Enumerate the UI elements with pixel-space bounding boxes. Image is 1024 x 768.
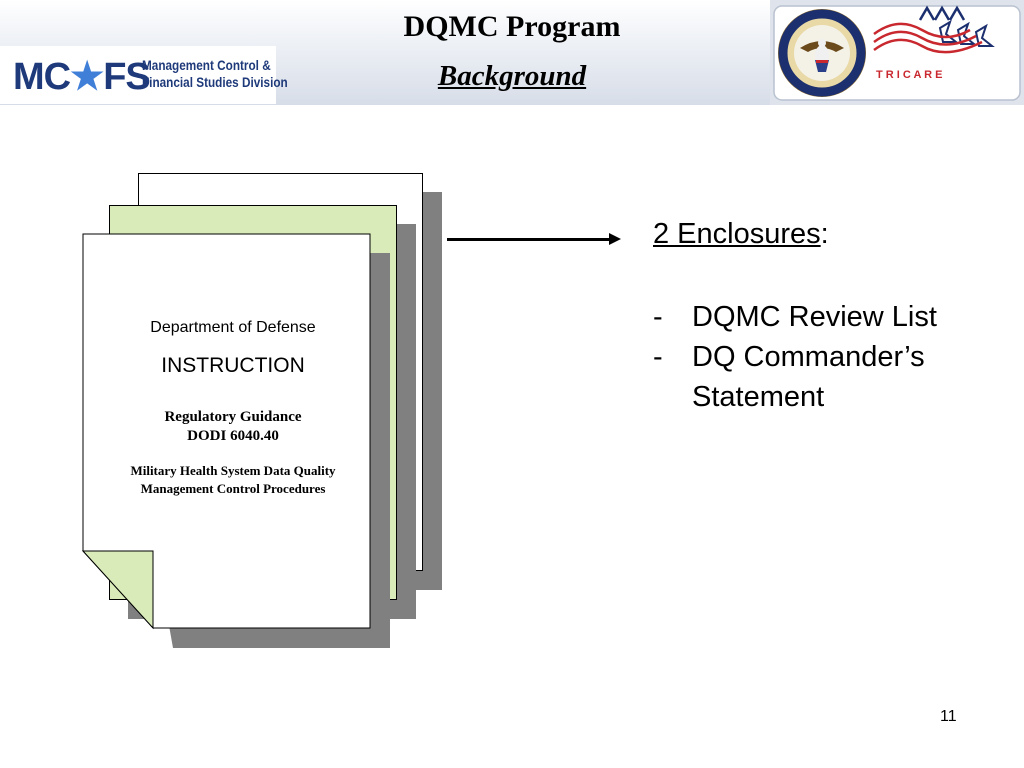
slide-subtitle: Background	[437, 60, 587, 92]
enclosures-title: 2 Enclosures	[653, 218, 821, 250]
mcfs-mc: MC	[13, 56, 71, 98]
document-reg-line1: Regulatory Guidance	[164, 409, 302, 425]
list-item-line1: DQ Commander’s	[692, 341, 925, 373]
list-dash: -	[653, 341, 663, 373]
document-type: INSTRUCTION	[161, 354, 305, 377]
document-regulatory	[83, 408, 383, 446]
page-curl	[83, 551, 153, 628]
dod-seal-icon	[778, 9, 866, 97]
enclosures-colon: :	[820, 218, 829, 250]
arrow-line	[447, 238, 612, 241]
document-reg-line2: DODI 6040.40	[187, 428, 279, 444]
document-mhs-title	[83, 462, 383, 498]
arrow-right-icon	[609, 233, 621, 245]
mcfs-line1: Management Control &	[142, 57, 271, 73]
list-dash: -	[653, 301, 663, 333]
enclosures-heading	[653, 218, 829, 251]
list-item-text	[692, 337, 925, 417]
star-icon: ★	[70, 56, 104, 98]
tricare-wordmark: T R I C A R E	[876, 69, 943, 81]
mcfs-fs: FS	[103, 56, 150, 98]
slide-title: DQMC Program	[403, 10, 621, 43]
page-number: 11	[940, 708, 957, 725]
mcfs-line2: Financial Studies Division	[142, 74, 288, 90]
document-department: Department of Defense	[150, 319, 316, 336]
list-item-line2: Statement	[692, 381, 825, 413]
tricare-logo	[770, 0, 1024, 105]
document-mhs-line1: Military Health System Data Quality	[130, 463, 336, 478]
list-item-text: DQMC Review List	[692, 301, 937, 333]
document-mhs-line2: Management Control Procedures	[140, 481, 326, 496]
